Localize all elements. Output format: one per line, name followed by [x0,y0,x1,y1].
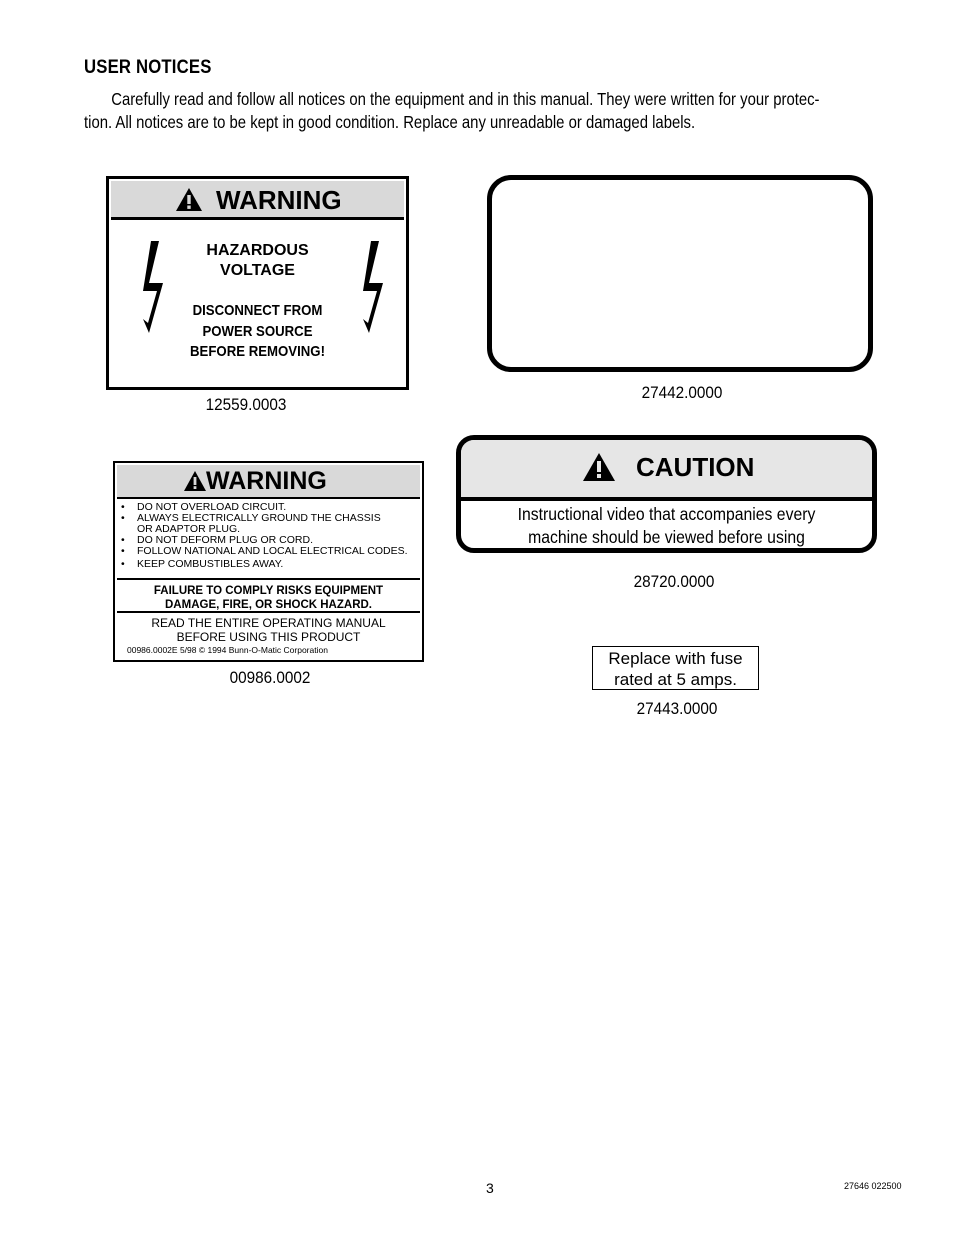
warning-header-band [117,465,420,499]
lightning-bolt-icon [357,239,387,335]
intro-paragraph [84,88,900,134]
warning-item-list [121,502,408,570]
list-item: • KEEP COMBUSTIBLES AWAY. [121,559,408,570]
fuse-label: Replace with fuse rated at 5 amps. [592,646,759,690]
document-code: 27646 022500 [844,1181,902,1191]
part-number-caption: 00986.0002 [229,668,311,687]
read-manual-notice: READ THE ENTIRE OPERATING MANUAL BEFORE USING THIS PRODUCT [151,616,386,644]
warning-triangle-icon [183,470,207,492]
warning-header-band [111,181,404,220]
electrical-warning-label [113,461,424,662]
part-number-caption: 27442.0000 [641,383,723,402]
caution-label [456,435,877,553]
list-item: • DO NOT DEFORM PLUG OR CORD. [121,535,408,546]
warning-triangle-icon [582,452,616,482]
list-item: • DO NOT OVERLOAD CIRCUIT. [121,502,408,513]
intro-line-2: tion. All notices are to be kept in good condition. Replace any unreadable or damaged labels. [84,112,696,132]
part-number-caption: 27443.0000 [636,699,718,718]
disconnect-text: DISCONNECT FROM POWER SOURCE BEFORE REMOVING! [190,302,325,360]
hazardous-voltage-warning-label [106,176,409,390]
warning-body [109,223,406,387]
section-heading: USER NOTICES [84,57,212,78]
label-reference: 00986.0002E 5/98 © 1994 Bunn-O-Matic Corporation [127,645,328,655]
blank-rounded-label [487,175,873,372]
part-number-caption: 28720.0000 [633,572,715,591]
part-number-caption: 12559.0003 [205,395,287,414]
list-item: • FOLLOW NATIONAL AND LOCAL ELECTRICAL CODES. [121,546,408,557]
caution-header-band [461,440,872,501]
intro-line-1: Carefully read and follow all notices on the equipment and in this manual. They were written for your protec- [111,89,820,109]
hazard-text: HAZARDOUS VOLTAGE [206,242,309,279]
page-number: 3 [486,1180,494,1196]
warning-title: WARNING [216,185,342,215]
caution-message: Instructional video that accompanies every machine should be viewed before using [517,504,816,547]
warning-title: WARNING [206,467,327,495]
list-item: • ALWAYS ELECTRICALLY GROUND THE CHASSIS OR ADAPTOR PLUG. [121,513,397,535]
caution-title: CAUTION [636,452,755,482]
warning-triangle-icon [175,187,203,212]
failure-notice: FAILURE TO COMPLY RISKS EQUIPMENT DAMAGE, FIRE, OR SHOCK HAZARD. [117,578,420,613]
